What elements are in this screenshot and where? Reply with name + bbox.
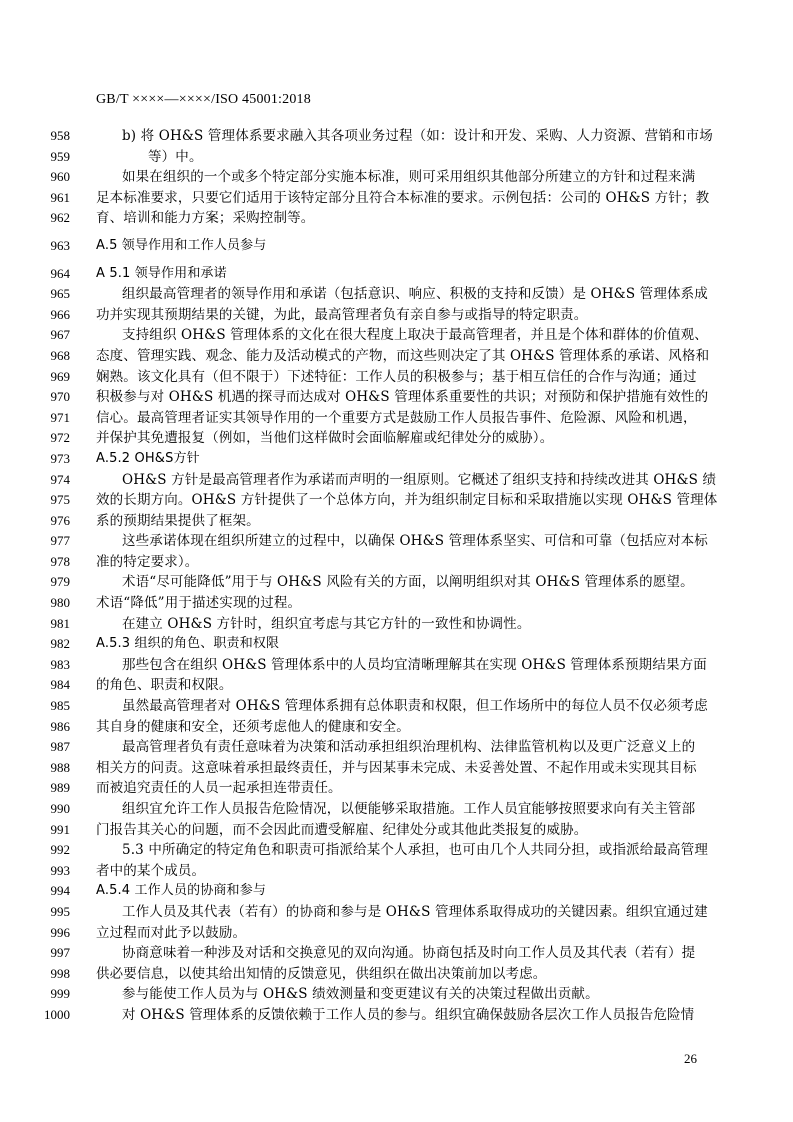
document-line xyxy=(0,408,793,429)
document-line xyxy=(0,147,793,168)
document-line xyxy=(0,984,793,1005)
line-number: 993 xyxy=(50,862,70,878)
document-line xyxy=(0,820,793,841)
line-number: 984 xyxy=(50,677,70,693)
line-text: 立过程而对此予以鼓励。 xyxy=(96,924,247,941)
line-number: 960 xyxy=(50,169,70,185)
line-number: 998 xyxy=(50,965,70,981)
line-number: 961 xyxy=(50,189,70,205)
section-heading: A.5.2 OH&S方针 xyxy=(96,450,200,466)
line-text: 的角色、职责和权限。 xyxy=(96,677,233,694)
line-text: 最高管理者负有责任意味着为决策和活动承担组织治理机构、法律监管机构以及更广泛意义上的 xyxy=(122,739,696,756)
document-line xyxy=(0,470,793,491)
document-line xyxy=(0,696,793,717)
section-heading: A.5.4 工作人员的协商和参与 xyxy=(96,883,267,899)
line-number: 977 xyxy=(50,533,70,549)
page-number: 26 xyxy=(684,1051,697,1066)
line-text: b) 将 OH&S 管理体系要求融入其各项业务过程（如：设计和开发、采购、人力资源、营销和市场 xyxy=(122,128,713,144)
document-line xyxy=(0,737,793,758)
line-number: 985 xyxy=(50,698,70,714)
document-line xyxy=(0,511,793,532)
document-line xyxy=(0,167,793,188)
line-number: 990 xyxy=(50,801,70,816)
document-line xyxy=(0,799,793,820)
line-number: 962 xyxy=(50,210,70,226)
line-text: 并保护其免遭报复（例如，当他们这样做时会面临解雇或纪律处分的威胁）。 xyxy=(96,430,554,447)
line-number: 995 xyxy=(50,903,70,919)
document-line xyxy=(0,305,793,326)
line-number: 968 xyxy=(50,347,70,363)
document-line xyxy=(0,346,793,367)
line-number: 970 xyxy=(50,389,70,405)
line-text: 支持组织 OH&S 管理体系的文化在很大程度上取决于最高管理者，并且是个体和群体的价值观、 xyxy=(122,327,708,344)
line-text: 娴熟。该文化具有（但不限于）下述特征：工作人员的积极参与；基于相互信任的合作与沟通；通过 xyxy=(96,368,697,385)
document-line xyxy=(0,902,793,923)
line-number: 996 xyxy=(50,924,70,940)
line-text: 组织最高管理者的领导作用和承诺（包括意识、响应、积极的支持和反馈）是 OH&S 管理体系成 xyxy=(122,286,708,303)
document-line xyxy=(0,572,793,593)
section-heading: A.5 领导作用和工作人员参与 xyxy=(96,237,267,253)
document-line xyxy=(0,367,793,388)
document-line xyxy=(0,861,793,882)
line-text: 而被追究责任的人员一起承担连带责任。 xyxy=(96,780,342,797)
line-number: 976 xyxy=(50,512,70,528)
document-line xyxy=(0,531,793,552)
line-text: 功并实现其预期结果的关键，为此，最高管理者负有亲自参与或指导的特定职责。 xyxy=(96,306,588,323)
document-line xyxy=(0,964,793,985)
line-text: 如果在组织的一个或多个特定部分实施本标准，则可采用组织其他部分所建立的方针和过程来满 xyxy=(122,169,696,186)
document-line xyxy=(0,1005,793,1026)
line-text: 术语“降低”用于描述实现的过程。 xyxy=(96,595,302,612)
document-line xyxy=(0,449,793,470)
document-line xyxy=(0,634,793,655)
line-number: 982 xyxy=(50,636,70,652)
line-number: 988 xyxy=(50,759,70,775)
line-number: 986 xyxy=(50,718,70,734)
line-number: 966 xyxy=(50,306,70,322)
line-text: 在建立 OH&S 方针时，组织宜考虑与其它方针的一致性和协调性。 xyxy=(122,615,531,632)
line-number: 963 xyxy=(50,237,70,253)
document-body xyxy=(0,126,793,1026)
document-line xyxy=(0,428,793,449)
document-line xyxy=(0,552,793,573)
line-number: 983 xyxy=(50,656,70,672)
line-text: 组织宜允许工作人员报告危险情况，以便能够采取措施。工作人员宜能够按照要求向有关主管部 xyxy=(122,801,696,817)
line-number: 999 xyxy=(50,986,70,1002)
document-header: GB/T ××××—××××/ISO 45001:2018 xyxy=(96,92,311,107)
line-number: 965 xyxy=(50,286,70,302)
line-text: 准的特定要求）。 xyxy=(96,553,199,570)
document-line xyxy=(0,778,793,799)
line-text: 这些承诺体现在组织所建立的过程中，以确保 OH&S 管理体系坚实、可信和可靠（包括应对本标 xyxy=(122,533,708,550)
line-text: 门报告其关心的问题，而不会因此而遭受解雇、纪律处分或其他此类报复的威胁。 xyxy=(96,821,588,838)
line-number: 989 xyxy=(50,780,70,796)
document-line xyxy=(0,675,793,696)
line-text: 育、培训和能力方案；采购控制等。 xyxy=(96,210,315,227)
line-number: 992 xyxy=(50,842,70,858)
line-text: OH&S 方针是最高管理者作为承诺而声明的一组原则。它概述了组织支持和持续改进其 OH&S 绩 xyxy=(122,471,717,488)
line-text: 其自身的健康和安全，还须考虑他人的健康和安全。 xyxy=(96,718,410,735)
document-line xyxy=(0,264,793,285)
line-number: 997 xyxy=(50,945,70,961)
document-line xyxy=(0,614,793,635)
document-line xyxy=(0,881,793,902)
line-number: 959 xyxy=(50,148,70,164)
line-text: 术语“尽可能降低”用于与 OH&S 风险有关的方面，以阐明组织对其 OH&S 管理体系的愿望。 xyxy=(122,574,694,591)
line-number: 964 xyxy=(50,265,70,281)
line-text: 参与能使工作人员为与 OH&S 绩效测量和变更建议有关的决策过程做出贡献。 xyxy=(122,986,599,1003)
line-number: 987 xyxy=(50,739,70,755)
line-text: 相关方的问责。这意味着承担最终责任，并与因某事未完成、未妥善处置、不起作用或未实现其目标 xyxy=(96,759,697,776)
line-number: 979 xyxy=(50,574,70,590)
line-number: 972 xyxy=(50,430,70,446)
document-line xyxy=(0,188,793,209)
document-line xyxy=(0,325,793,346)
line-text: 工作人员及其代表（若有）的协商和参与是 OH&S 管理体系取得成功的关键因素。组织宜通过建 xyxy=(122,903,708,920)
line-number: 994 xyxy=(50,883,70,899)
line-text: 等）中。 xyxy=(148,148,203,165)
line-number: 974 xyxy=(50,471,70,487)
line-text: 系的预期结果提供了框架。 xyxy=(96,512,260,529)
line-text: 者中的某个成员。 xyxy=(96,862,206,879)
document-line xyxy=(0,593,793,614)
document-line xyxy=(0,387,793,408)
document-line xyxy=(0,943,793,964)
line-text: 足本标准要求，只要它们适用于该特定部分且符合本标准的要求。示例包括：公司的 OH&S 方针；教 xyxy=(96,189,710,206)
section-heading: A 5.1 领导作用和承诺 xyxy=(96,265,227,281)
document-line xyxy=(0,655,793,676)
line-number: 975 xyxy=(50,492,70,508)
line-number: 967 xyxy=(50,327,70,343)
line-number: 981 xyxy=(50,615,70,631)
section-heading: A.5.3 组织的角色、职责和权限 xyxy=(96,636,280,652)
line-text: 态度、管理实践、观念、能力及活动模式的产物，而这些则决定了其 OH&S 管理体系的承诺、风格和 xyxy=(96,347,710,364)
line-number: 958 xyxy=(50,128,70,143)
document-line xyxy=(0,840,793,861)
line-text: 协商意味着一种涉及对话和交换意见的双向沟通。协商包括及时向工作人员及其代表（若有）提 xyxy=(122,945,696,962)
document-line xyxy=(0,208,793,229)
line-number: 971 xyxy=(50,409,70,425)
line-number: 978 xyxy=(50,553,70,569)
line-number: 980 xyxy=(50,595,70,611)
document-line xyxy=(0,758,793,779)
line-text: 5.3 中所确定的特定角色和职责可指派给某个人承担，也可由几个人共同分担，或指派给最高管理 xyxy=(122,842,709,859)
document-line xyxy=(0,126,793,147)
line-text: 供必要信息，以使其给出知情的反馈意见，供组织在做出决策前加以考虑。 xyxy=(96,965,547,982)
document-line xyxy=(0,490,793,511)
line-text: 信心。最高管理者证实其领导作用的一个重要方式是鼓励工作人员报告事件、危险源、风险和机遇， xyxy=(96,409,697,426)
line-number: 1000 xyxy=(44,1006,70,1022)
document-line xyxy=(0,284,793,305)
line-text: 对 OH&S 管理体系的反馈依赖于工作人员的参与。组织宜确保鼓励各层次工作人员报告危险情 xyxy=(122,1006,695,1023)
line-text: 那些包含在组织 OH&S 管理体系中的人员均宜清晰理解其在实现 OH&S 管理体系预期结果方面 xyxy=(122,656,707,673)
line-text: 效的长期方向。OH&S 方针提供了一个总体方向，并为组织制定目标和采取措施以实现 OH&S 管理体 xyxy=(96,492,718,509)
line-text: 虽然最高管理者对 OH&S 管理体系拥有总体职责和权限，但工作场所中的每位人员不仅必须考虑 xyxy=(122,698,708,715)
document-line xyxy=(0,717,793,738)
line-text: 积极参与对 OH&S 机遇的探寻而达成对 OH&S 管理体系重要性的共识；对预防和保护措施有效性的 xyxy=(96,389,709,406)
line-number: 969 xyxy=(50,368,70,384)
document-line xyxy=(0,236,793,257)
line-number: 991 xyxy=(50,821,70,837)
line-number: 973 xyxy=(50,450,70,466)
document-line xyxy=(0,923,793,944)
